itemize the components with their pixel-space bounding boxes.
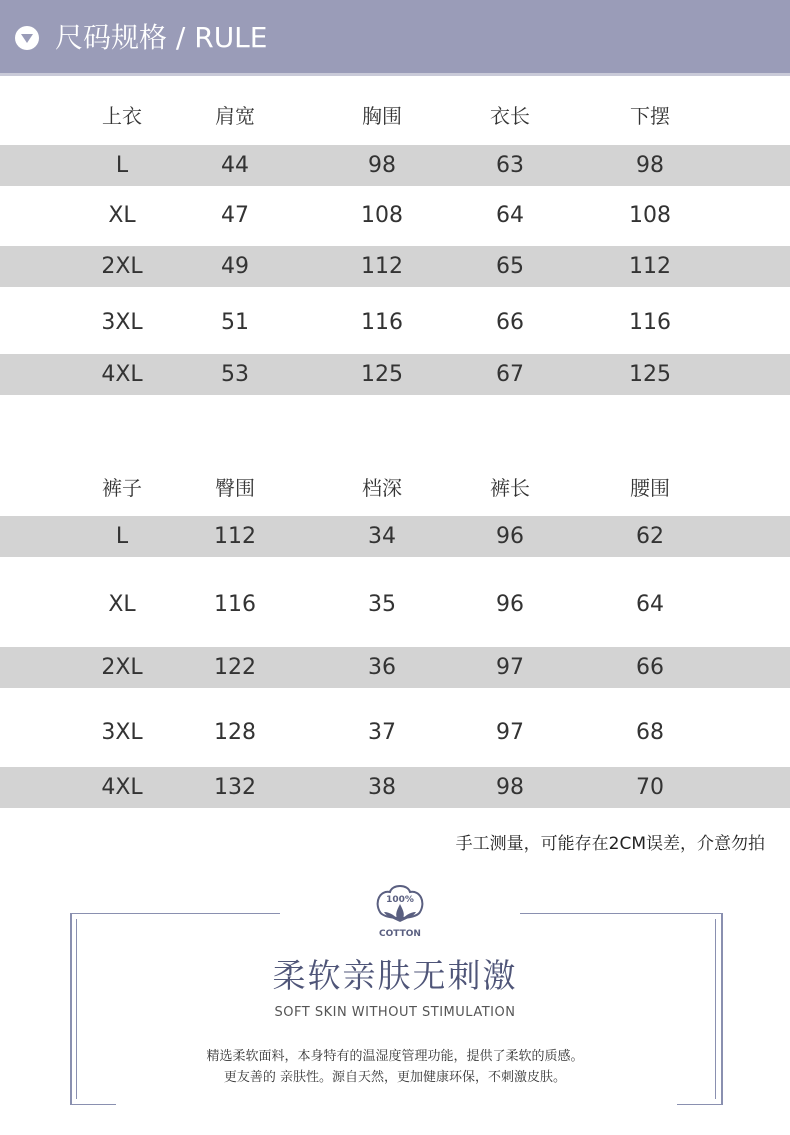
cotton-flower-icon xyxy=(372,882,428,940)
table-row xyxy=(0,296,790,348)
table-row xyxy=(0,516,790,557)
table-cell: 108 xyxy=(361,202,403,228)
feature-subtitle: SOFT SKIN WITHOUT STIMULATION xyxy=(274,1005,516,1020)
table-cell: 97 xyxy=(496,719,524,745)
table-cell: 44 xyxy=(221,153,249,178)
table-row xyxy=(0,647,790,688)
table-cell: 65 xyxy=(496,254,524,279)
table-cell: 112 xyxy=(629,254,671,279)
table-cell: 47 xyxy=(221,202,249,228)
column-header: 裤子 xyxy=(102,475,142,500)
table-row xyxy=(0,145,790,186)
table-cell: 37 xyxy=(368,719,396,745)
column-header: 衣长 xyxy=(490,103,530,128)
frame-top-left xyxy=(70,913,280,914)
badge-cotton-text: COTTON xyxy=(379,929,421,939)
size-label: 4XL xyxy=(101,362,143,387)
table-cell: 66 xyxy=(496,309,524,335)
feature-desc-line-2: 更友善的 亲肤性。源自天然，更加健康环保，不刺激皮肤。 xyxy=(223,1070,567,1085)
table-header-row xyxy=(0,462,790,510)
size-label: XL xyxy=(108,591,136,617)
table-row xyxy=(0,702,790,762)
table-cell: 132 xyxy=(214,775,256,800)
table-cell: 51 xyxy=(221,309,249,335)
table-row xyxy=(0,190,790,240)
section-title: 尺码规格 / RULE xyxy=(55,21,268,54)
column-header: 腰围 xyxy=(630,475,670,500)
table-cell: 97 xyxy=(496,655,524,680)
table-cell: 98 xyxy=(496,775,524,800)
table-cell: 116 xyxy=(214,591,256,617)
table-cell: 108 xyxy=(629,202,671,228)
feature-title: 柔软亲肤无刺激 xyxy=(272,956,518,995)
table-cell: 98 xyxy=(368,153,396,178)
table-row xyxy=(0,566,790,642)
table-cell: 125 xyxy=(629,362,671,387)
size-label: 2XL xyxy=(101,655,143,680)
table-row xyxy=(0,354,790,395)
column-header: 档深 xyxy=(362,475,402,500)
column-header: 臀围 xyxy=(215,475,255,500)
table-cell: 53 xyxy=(221,362,249,387)
table-cell: 68 xyxy=(636,719,664,745)
table-row xyxy=(0,246,790,287)
table-row xyxy=(0,767,790,808)
table-cell: 122 xyxy=(214,655,256,680)
table-cell: 128 xyxy=(214,719,256,745)
table-cell: 112 xyxy=(361,254,403,279)
frame-bottom-left xyxy=(70,1104,116,1105)
feature-desc-line-1: 精选柔软面料，本身特有的温湿度管理功能，提供了柔软的质感。 xyxy=(206,1049,584,1064)
table-cell: 112 xyxy=(214,524,256,549)
table-cell: 96 xyxy=(496,524,524,549)
size-label: L xyxy=(115,153,129,178)
measurement-note: 手工测量，可能存在2CM误差，介意勿拍 xyxy=(455,834,765,854)
size-label: XL xyxy=(108,202,136,228)
table-cell: 62 xyxy=(636,524,664,549)
column-header: 肩宽 xyxy=(215,103,255,128)
table-cell: 66 xyxy=(636,655,664,680)
chevron-down-circle-icon xyxy=(15,26,39,50)
table-cell: 36 xyxy=(368,655,396,680)
table-cell: 63 xyxy=(496,153,524,178)
size-label: 3XL xyxy=(101,309,143,335)
section-header xyxy=(0,0,790,76)
column-header: 上衣 xyxy=(102,103,142,128)
table-cell: 64 xyxy=(496,202,524,228)
column-header: 胸围 xyxy=(362,103,402,128)
table-cell: 64 xyxy=(636,591,664,617)
table-cell: 35 xyxy=(368,591,396,617)
table-cell: 116 xyxy=(361,309,403,335)
table-cell: 34 xyxy=(368,524,396,549)
cotton-badge xyxy=(372,882,428,940)
table-cell: 98 xyxy=(636,153,664,178)
table-cell: 125 xyxy=(361,362,403,387)
table-cell: 96 xyxy=(496,591,524,617)
column-header: 下摆 xyxy=(630,103,670,128)
frame-bottom-right xyxy=(677,1104,723,1105)
table-cell: 116 xyxy=(629,309,671,335)
table-cell: 70 xyxy=(636,775,664,800)
badge-percent-text: 100% xyxy=(386,895,414,905)
size-label: 3XL xyxy=(101,719,143,745)
column-header: 裤长 xyxy=(490,475,530,500)
table-cell: 49 xyxy=(221,254,249,279)
size-label: 4XL xyxy=(101,775,143,800)
size-label: 2XL xyxy=(101,254,143,279)
table-header-row xyxy=(0,92,790,136)
size-label: L xyxy=(115,524,129,549)
table-cell: 67 xyxy=(496,362,524,387)
frame-top-right xyxy=(520,913,723,914)
table-cell: 38 xyxy=(368,775,396,800)
